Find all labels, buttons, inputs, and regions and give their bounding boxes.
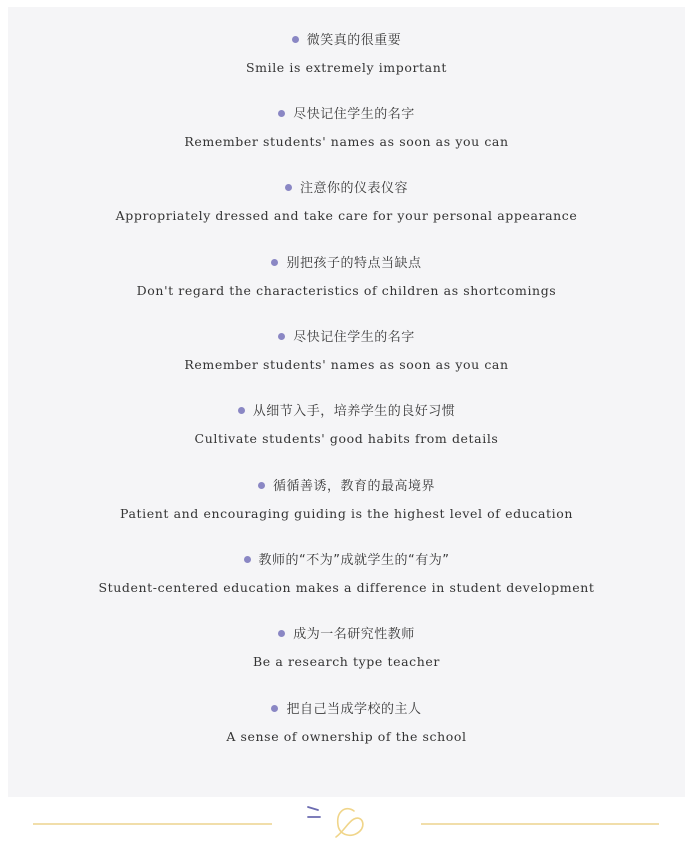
item-title-zh [8, 253, 685, 275]
swirl-ornament-icon [302, 801, 372, 843]
bullet-dot-icon [285, 184, 292, 191]
bullet-dot-icon [271, 259, 278, 266]
list-item [8, 476, 685, 524]
item-title-zh [8, 550, 685, 572]
footer-divider-left [33, 823, 272, 825]
item-title-zh-text: 循循善诱，教育的最高境界 [272, 479, 435, 494]
item-title-zh-text: 教师的“不为”成就学生的“有为” [258, 553, 450, 568]
item-title-zh-text: 注意你的仪表仪容 [299, 181, 408, 196]
item-title-zh [8, 476, 685, 498]
bullet-dot-icon [278, 333, 285, 340]
item-subtitle-en: Don't regard the characteristics of children as shortcomings [136, 283, 557, 298]
list-item [8, 104, 685, 152]
item-title-zh-text: 把自己当成学校的主人 [286, 702, 422, 717]
list-item [8, 327, 685, 375]
item-subtitle-en: Remember students' names as soon as you can [184, 357, 509, 372]
footer-divider-right [421, 823, 659, 825]
item-subtitle-en: Appropriately dressed and take care for your personal appearance [115, 208, 578, 223]
list-item [8, 178, 685, 226]
ornament-swirl [336, 809, 363, 837]
bullet-dot-icon [258, 482, 265, 489]
bullet-dot-icon [278, 630, 285, 637]
list-item [8, 401, 685, 449]
item-subtitle-en: Remember students' names as soon as you can [184, 134, 509, 149]
list-item [8, 30, 685, 78]
item-title-zh [8, 30, 685, 52]
item-title-zh-text: 从细节入手，培养学生的良好习惯 [252, 404, 456, 419]
item-title-zh [8, 327, 685, 349]
item-subtitle-en: Smile is extremely important [246, 60, 447, 75]
bullet-dot-icon [292, 36, 299, 43]
item-subtitle-en: Patient and encouraging guiding is the highest level of education [120, 506, 573, 521]
item-subtitle-en: Cultivate students' good habits from details [194, 431, 499, 446]
item-title-zh [8, 624, 685, 646]
item-title-zh-text: 尽快记住学生的名字 [293, 107, 415, 122]
item-title-zh [8, 178, 685, 200]
list-item [8, 624, 685, 672]
item-title-zh [8, 699, 685, 721]
ornament-tick-top [308, 807, 318, 810]
item-title-zh [8, 104, 685, 126]
content-panel [8, 7, 685, 797]
list-item [8, 550, 685, 598]
item-title-zh-text: 微笑真的很重要 [306, 33, 402, 48]
bullet-dot-icon [278, 110, 285, 117]
bullet-dot-icon [271, 705, 278, 712]
item-subtitle-en: A sense of ownership of the school [226, 729, 467, 744]
bullet-dot-icon [244, 556, 251, 563]
item-title-zh-text: 别把孩子的特点当缺点 [286, 256, 422, 271]
item-subtitle-en: Student-centered education makes a difference in student development [98, 580, 595, 595]
list-item [8, 699, 685, 747]
item-title-zh-text: 成为一名研究性教师 [293, 627, 415, 642]
bullet-dot-icon [238, 407, 245, 414]
item-title-zh [8, 401, 685, 423]
list-item [8, 253, 685, 301]
item-subtitle-en: Be a research type teacher [253, 654, 440, 669]
item-title-zh-text: 尽快记住学生的名字 [293, 330, 415, 345]
